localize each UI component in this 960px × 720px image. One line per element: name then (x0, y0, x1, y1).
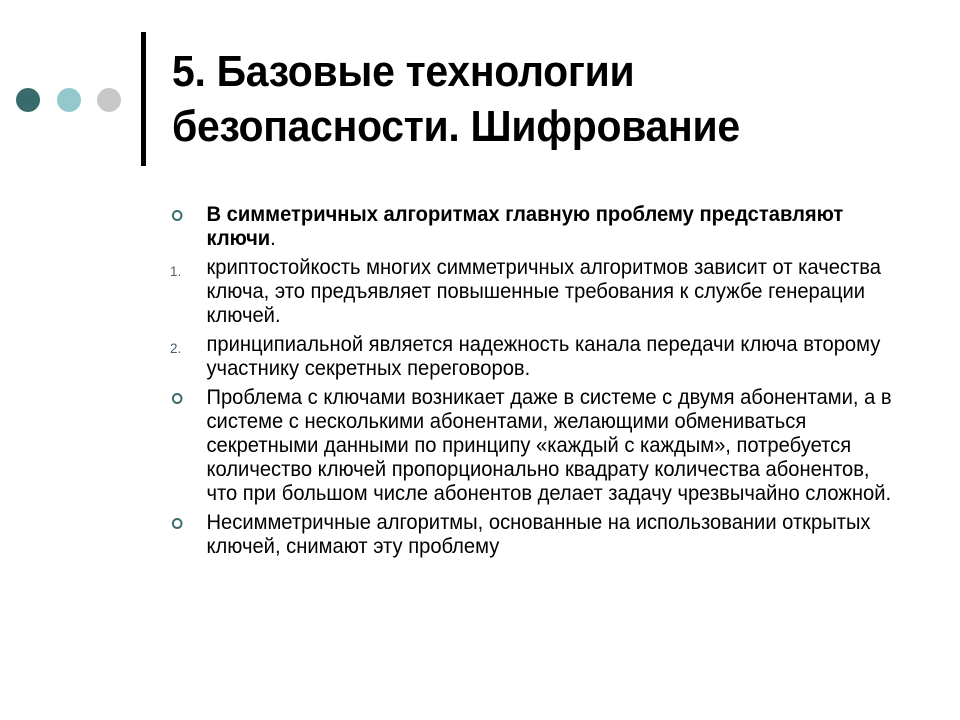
item-text: принципиальной является надежность канала передачи ключа второму участнику секретных переговоров. (206, 333, 881, 380)
item-bold-text: В симметричных алгоритмах главную проблему представляют ключи (206, 203, 844, 250)
slide-title (172, 44, 879, 154)
list-item-bullet-3 (170, 511, 900, 559)
item-text: . (270, 227, 276, 250)
list-item-bullet-2 (170, 386, 900, 506)
circle-bullet-icon (172, 393, 183, 404)
slide-body (170, 203, 930, 564)
list-item-numbered-1 (170, 256, 900, 328)
item-number: 2. (170, 340, 182, 356)
item-text: Несимметричные алгоритмы, основанные на использовании открытых ключей, снимают эту проблему (206, 511, 871, 558)
title-line-2: безопасности. Шифрование (172, 102, 740, 151)
item-number: 1. (170, 263, 182, 279)
title-divider-bar (141, 32, 146, 166)
decor-dot-light-teal (57, 88, 81, 112)
decor-dot-dark-teal (16, 88, 40, 112)
list-item-bullet-1 (170, 203, 900, 251)
list-item-numbered-2 (170, 333, 900, 381)
title-line-1: 5. Базовые технологии (172, 47, 635, 96)
decor-dot-grey (97, 88, 121, 112)
item-text: Проблема с ключами возникает даже в системе с двумя абонентами, а в системе с несколькими абонентами, желающими обмениваться секретными данными по принципу «каждый с каждым», потребуется количество ключей пропорционально квадрату количества абонентов, что при большом числе абонентов делает задачу чрезвычайно сложной. (206, 386, 892, 505)
circle-bullet-icon (172, 518, 183, 529)
item-text: криптостойкость многих симметричных алгоритмов зависит от качества ключа, это предъявляет повышенные требования к службе генерации ключей. (206, 256, 881, 327)
circle-bullet-icon (172, 210, 183, 221)
